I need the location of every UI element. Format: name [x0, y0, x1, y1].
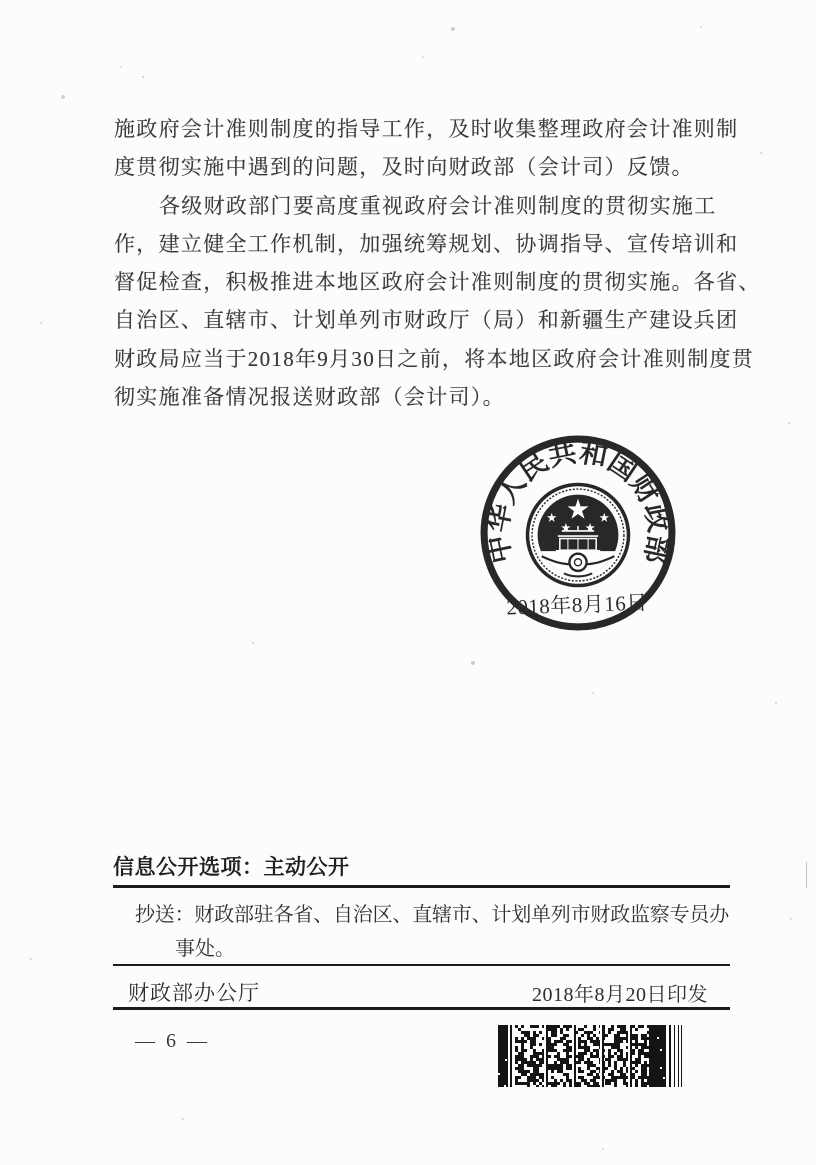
divider-line	[113, 1007, 730, 1010]
page-number: — 6 —	[135, 1030, 210, 1052]
scan-edge-artifact	[806, 862, 807, 888]
body-line: 督促检查，积极推进本地区政府会计准则制度的贯彻实施。各省、	[114, 270, 761, 295]
disclosure-option-label: 信息公开选项：主动公开	[113, 856, 350, 879]
body-line: 彻实施准备情况报送财政部（会计司）。	[114, 385, 505, 410]
divider-line	[113, 964, 730, 966]
seal-ring-text: 中华人民共和国财政部	[482, 437, 674, 566]
body-line: 施政府会计准则制度的指导工作，及时收集整理政府会计准则制	[114, 117, 739, 141]
national-emblem-icon	[528, 485, 629, 586]
print-date-label: 2018年8月20日印发	[532, 984, 708, 1006]
body-line: 财政局应当于2018年9月30日之前，将本地区政府会计准则制度贯	[114, 346, 755, 371]
cc-recipients-line: 事处。	[175, 938, 235, 960]
cc-recipients-line: 抄送：财政部驻各省、自治区、直辖市、计划单列市财政监察专员办	[135, 904, 729, 926]
scan-speckles	[0, 0, 2, 2]
body-line: 各级财政部门要高度重视政府会计准则制度的贯彻实施工	[159, 193, 717, 218]
body-line: 度贯彻实施中遇到的问题，及时向财政部（会计司）反馈。	[114, 155, 694, 180]
seal-date: 2018年8月16日	[505, 590, 649, 620]
body-text	[114, 110, 761, 416]
barcode	[498, 1025, 691, 1087]
issuing-office-label: 财政部办公厅	[128, 981, 260, 1005]
body-line: 作，建立健全工作机制，加强统筹规划、协调指导、宣传培训和	[114, 231, 739, 256]
divider-line	[113, 885, 730, 888]
body-line: 自治区、直辖市、计划单列市财政厅（局）和新疆生产建设兵团	[114, 308, 739, 333]
